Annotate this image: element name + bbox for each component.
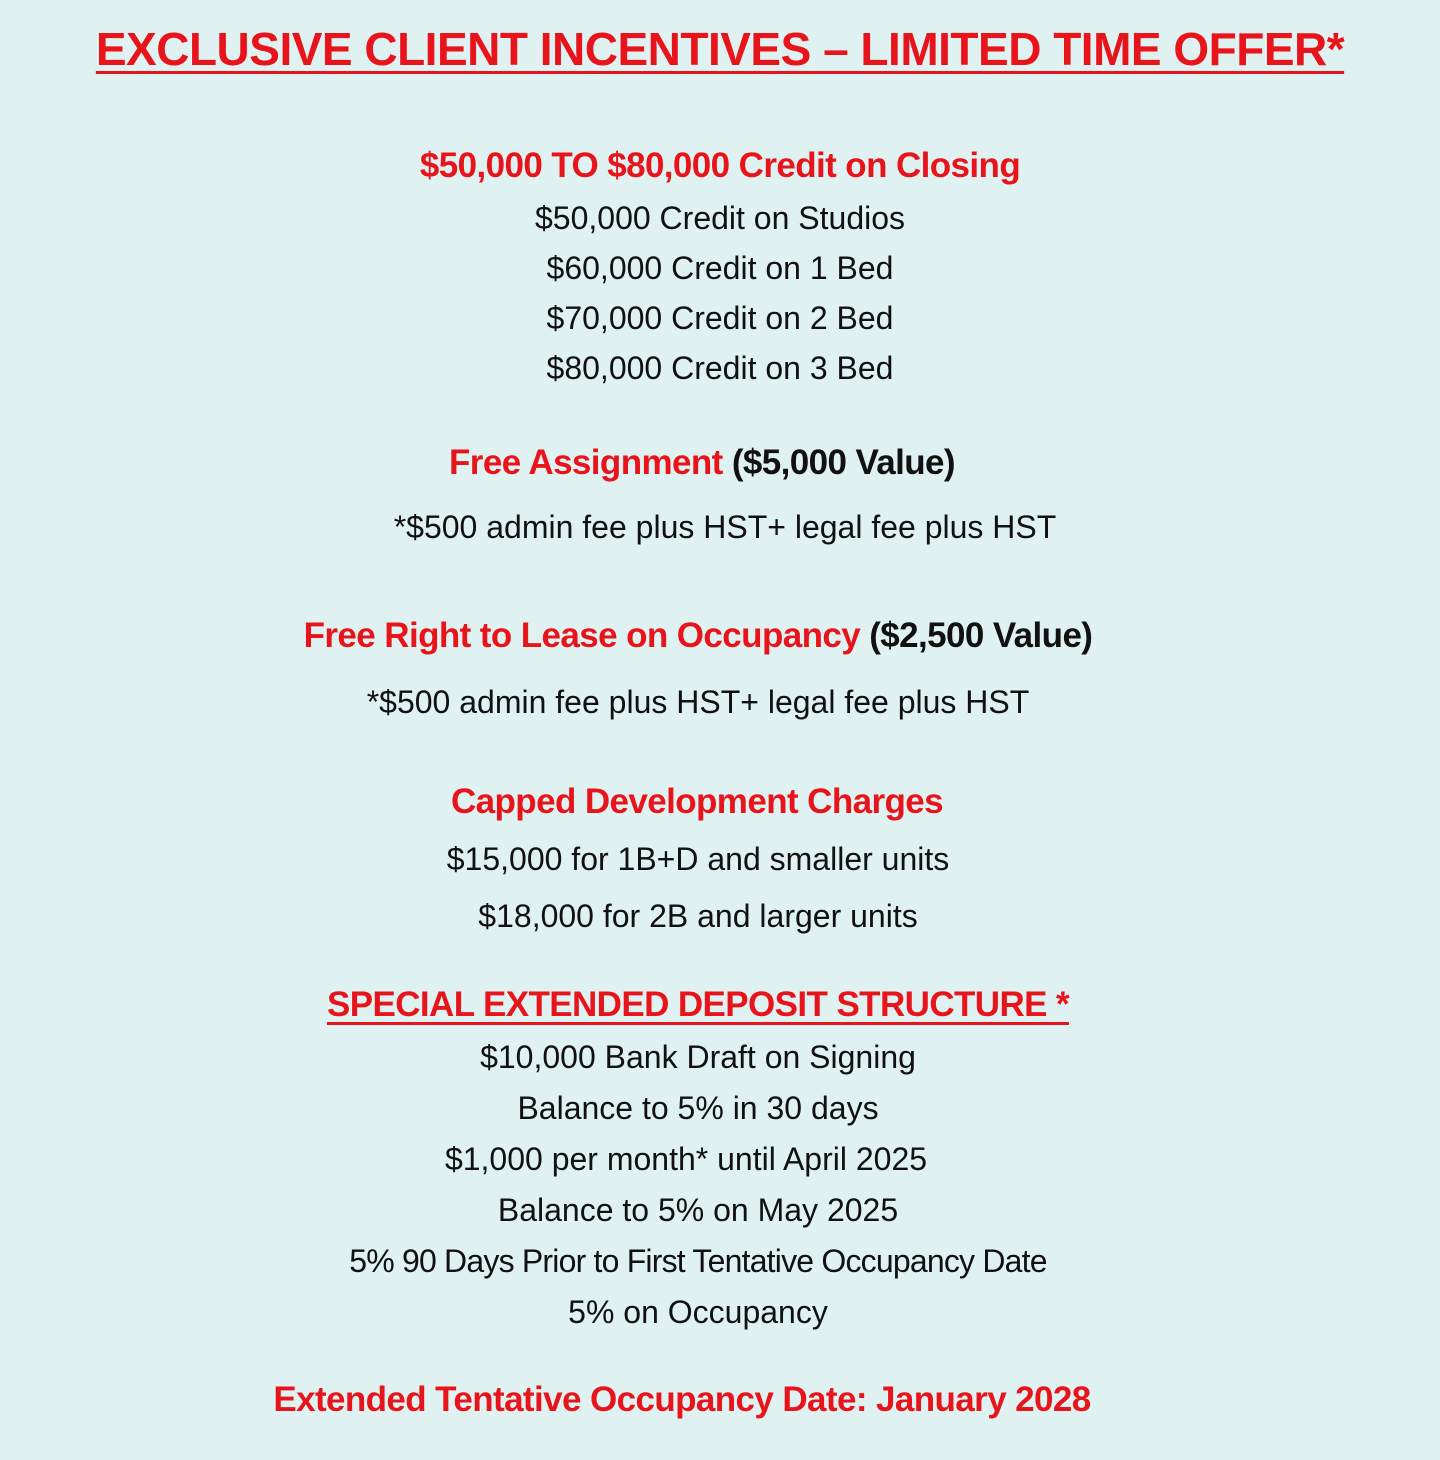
deposit-heading: SPECIAL EXTENDED DEPOSIT STRUCTURE *	[326, 985, 1070, 1024]
credit-heading: $50,000 TO $80,000 Credit on Closing	[419, 146, 1021, 185]
charges-heading: Capped Development Charges	[450, 782, 944, 821]
deposit-line: $1,000 per month* until April 2025	[444, 1141, 928, 1177]
assignment-value: ($5,000 Value)	[731, 443, 955, 482]
charges-line: $18,000 for 2B and larger units	[478, 898, 918, 934]
lease-value: ($2,500 Value)	[869, 616, 1093, 655]
credit-line: $70,000 Credit on 2 Bed	[546, 300, 894, 336]
assignment-heading: Free Assignment	[449, 443, 723, 482]
lease-heading: Free Right to Lease on Occupancy	[303, 616, 861, 655]
credit-line: $60,000 Credit on 1 Bed	[546, 250, 894, 286]
lease-heading-row	[0, 618, 1418, 653]
charges-line: $15,000 for 1B+D and smaller units	[446, 841, 950, 877]
credit-line: $50,000 Credit on Studios	[534, 200, 906, 236]
lease-note: *$500 admin fee plus HST+ legal fee plus HST	[366, 684, 1030, 720]
page-title: EXCLUSIVE CLIENT INCENTIVES – LIMITED TIME OFFER*	[95, 23, 1345, 75]
assignment-heading-row	[0, 445, 1422, 480]
deposit-line: 5% on Occupancy	[568, 1294, 828, 1330]
credit-line: $80,000 Credit on 3 Bed	[546, 350, 894, 386]
deposit-line: 5% 90 Days Prior to First Tentative Occupancy Date	[349, 1243, 1047, 1279]
deposit-line: $10,000 Bank Draft on Signing	[480, 1039, 916, 1075]
occupancy-date: Extended Tentative Occupancy Date: January 2028	[273, 1380, 1091, 1419]
deposit-line: Balance to 5% on May 2025	[497, 1192, 899, 1228]
deposit-line: Balance to 5% in 30 days	[517, 1090, 879, 1126]
assignment-note: *$500 admin fee plus HST+ legal fee plus HST	[393, 509, 1057, 545]
